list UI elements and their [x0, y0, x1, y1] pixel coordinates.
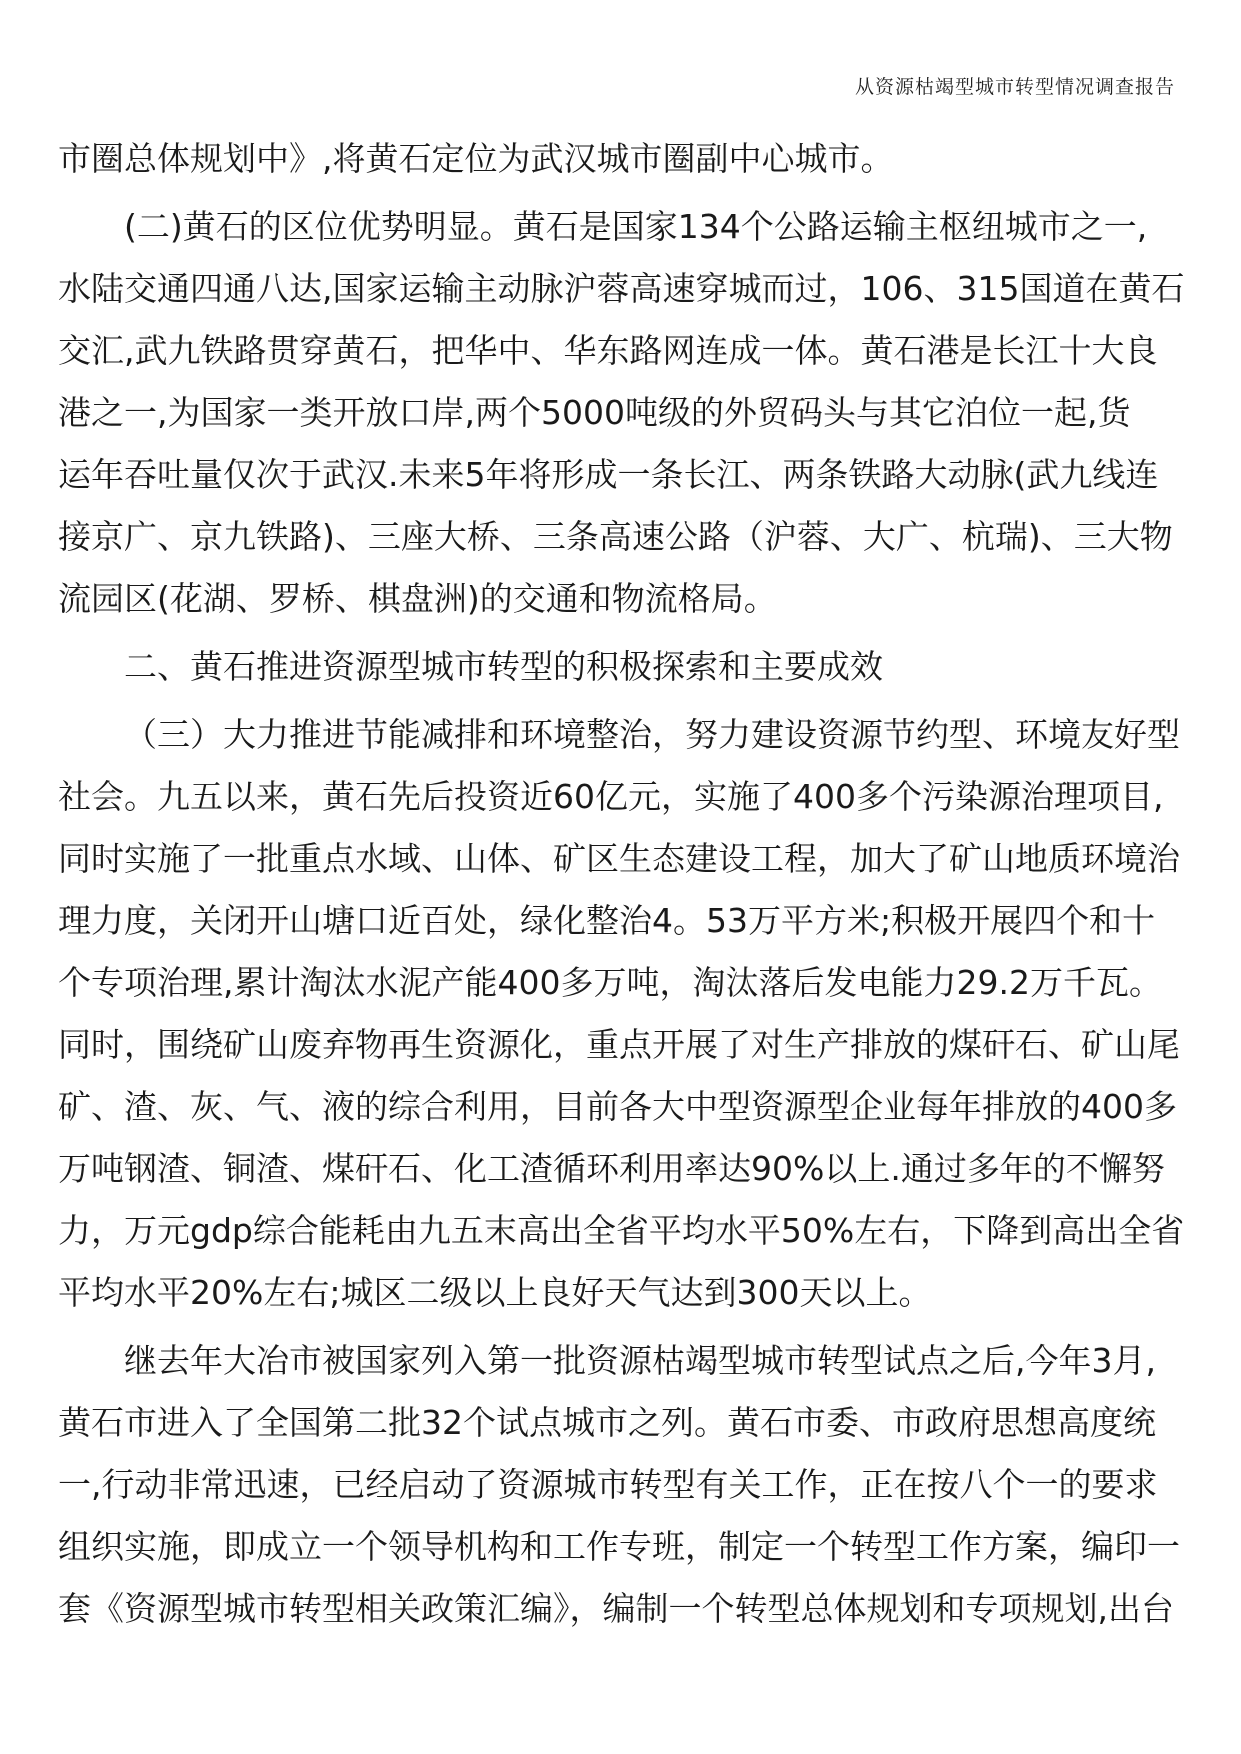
body-text-line: 同时，围绕矿山废弃物再生资源化，重点开展了对生产排放的煤矸石、矿山尾	[58, 1025, 1180, 1064]
body-text-line: 水陆交通四通八达,国家运输主动脉沪蓉高速穿城而过，106、315国道在黄石	[58, 269, 1185, 308]
body-text-line: 矿、渣、灰、气、液的综合利用，目前各大中型资源型企业每年排放的400多	[58, 1087, 1177, 1126]
body-text-line: 同时实施了一批重点水域、山体、矿区生态建设工程，加大了矿山地质环境治	[58, 839, 1180, 878]
body-text-line: （三）大力推进节能减排和环境整治，努力建设资源节约型、环境友好型	[124, 715, 1180, 754]
body-text-line: 市圈总体规划中》,将黄石定位为武汉城市圈副中心城市。	[58, 139, 894, 178]
body-text-line: 港之一,为国家一类开放口岸,两个5000吨级的外贸码头与其它泊位一起,货	[58, 393, 1131, 432]
body-text-line: 平均水平20%左右;城区二级以上良好天气达到300天以上。	[58, 1273, 932, 1312]
body-text-line: 社会。九五以来，黄石先后投资近60亿元，实施了400多个污染源治理项目,	[58, 777, 1164, 816]
body-text-line: 交汇,武九铁路贯穿黄石，把华中、华东路网连成一体。黄石港是长江十大良	[58, 331, 1158, 370]
running-header: 从资源枯竭型城市转型情况调查报告	[854, 76, 1175, 98]
body-text-line: 组织实施，即成立一个领导机构和工作专班，制定一个转型工作方案，编印一	[58, 1527, 1180, 1566]
document-body	[58, 128, 1188, 1640]
body-text-line: 套《资源型城市转型相关政策汇编》，编制一个转型总体规划和专项规划,出台	[58, 1589, 1174, 1628]
body-text-line: 继去年大冶市被国家列入第一批资源枯竭型城市转型试点之后,今年3月,	[124, 1341, 1156, 1380]
body-text-line: 一,行动非常迅速，已经启动了资源城市转型有关工作，正在按八个一的要求	[58, 1465, 1158, 1504]
body-text-line: 流园区(花湖、罗桥、棋盘洲)的交通和物流格局。	[58, 579, 777, 618]
body-text-line: 黄石市进入了全国第二批32个试点城市之列。黄石市委、市政府思想高度统	[58, 1403, 1156, 1442]
body-text-line: 运年吞吐量仅次于武汉.未来5年将形成一条长江、两条铁路大动脉(武九线连	[58, 455, 1159, 494]
body-text-line: 接京广、京九铁路)、三座大桥、三条高速公路（沪蓉、大广、杭瑞)、三大物	[58, 517, 1173, 556]
body-text-line: (二)黄石的区位优势明显。黄石是国家134个公路运输主枢纽城市之一,	[124, 207, 1148, 246]
body-text-line: 个专项治理,累计淘汰水泥产能400多万吨，淘汰落后发电能力29.2万千瓦。	[58, 963, 1162, 1002]
body-text-line: 二、黄石推进资源型城市转型的积极探索和主要成效	[124, 647, 883, 686]
body-text-line: 万吨钢渣、铜渣、煤矸石、化工渣循环利用率达90%以上.通过多年的不懈努	[58, 1149, 1165, 1188]
body-text-line: 力，万元gdp综合能耗由九五末高出全省平均水平50%左右，下降到高出全省	[58, 1211, 1185, 1250]
body-text-line: 理力度，关闭开山塘口近百处，绿化整治4。53万平方米;积极开展四个和十	[58, 901, 1156, 940]
